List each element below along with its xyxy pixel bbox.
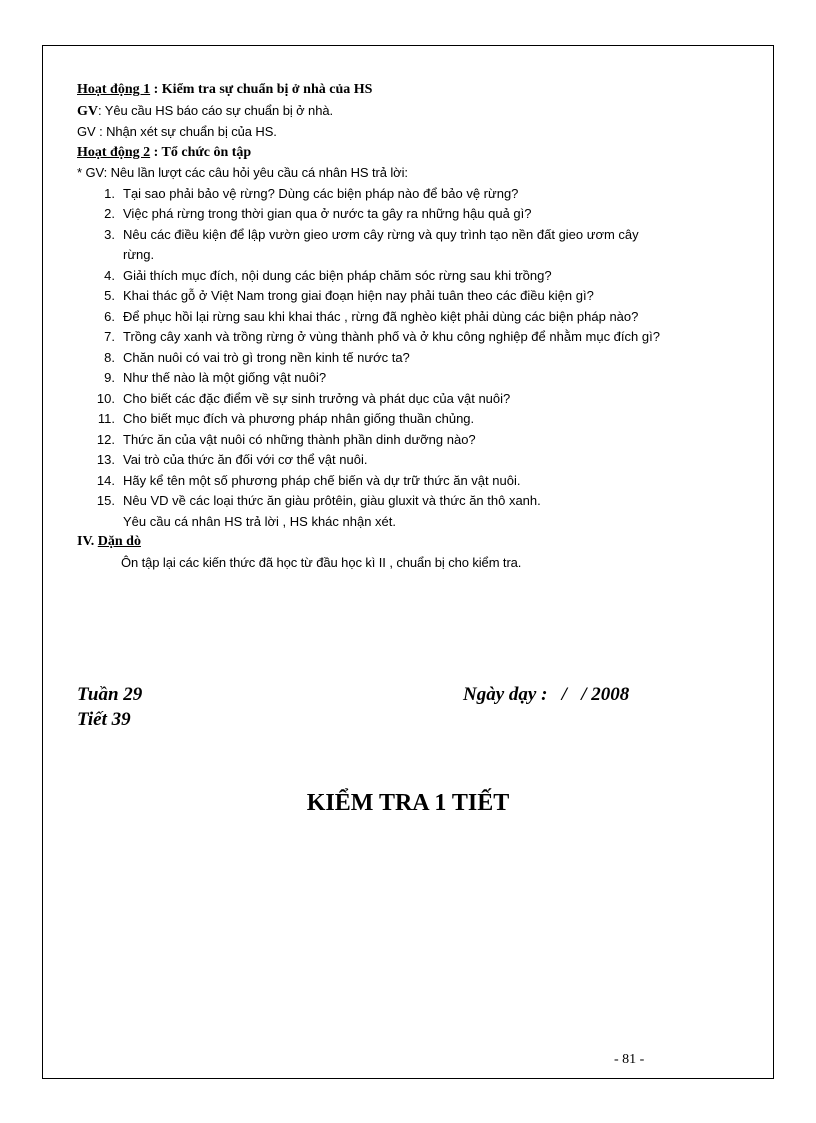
activity1-gv1	[77, 101, 767, 123]
activity2-title: : Tổ chức ôn tập	[153, 144, 252, 160]
page-number: - 81 -	[614, 1052, 645, 1067]
gv1-text: : Yêu cầu HS báo cáo sự chuẩn bị ở nhà.	[98, 102, 333, 118]
list-item: 5. Khai thác gỗ ở Việt Nam trong giai đoạn hiện nay phải tuân theo các điều kiện gì?	[104, 288, 594, 303]
list-item: 14. Hãy kể tên một số phương pháp chế biến và dự trữ thức ăn vật nuôi.	[96, 472, 521, 488]
section4-label: Dặn dò	[97, 534, 141, 549]
list-item: 9. Như thế nào là một giống vật nuôi?	[104, 370, 327, 385]
question-list	[77, 184, 767, 533]
list-item: 2. Việc phá rừng trong thời gian qua ở nước ta gây ra những hậu quả gì?	[104, 206, 532, 221]
list-item: 6. Để phục hồi lại rừng sau khi khai thác , rừng đã nghèo kiệt phải dùng các biện pháp nào?	[104, 308, 639, 324]
list-item: 12. Thức ăn của vật nuôi có những thành phần dinh dưỡng nào?	[96, 431, 476, 447]
lesson-content	[77, 80, 767, 573]
lesson-header	[77, 682, 637, 732]
activity1-heading	[77, 80, 767, 101]
teaching-date: Ngày dạy : / / 2008	[463, 684, 630, 705]
week-label: Tuần 29	[77, 684, 143, 705]
page-title: KIỂM TRA 1 TIẾT	[306, 790, 510, 816]
activity2-label: Hoạt động 2	[77, 144, 151, 160]
list-item: 15. Nêu VD về các loại thức ăn giàu prôtêin, giàu gluxit và thức ăn thô xanh. Yêu cầu cá nhân HS trả lời , HS khác nhận xét.	[96, 493, 541, 529]
list-item: 13. Vai trò của thức ăn đối với cơ thể vật nuôi.	[96, 452, 368, 467]
activity1-gv2: GV : Nhận xét sự chuẩn bị của HS.	[77, 124, 277, 139]
gv1-prefix: GV	[77, 103, 98, 119]
list-item: 4. Giải thích mục đích, nội dung các biện pháp chăm sóc rừng sau khi trồng?	[104, 267, 552, 283]
list-item: 11. Cho biết mục đích và phương pháp nhân giống thuần chủng.	[97, 411, 475, 426]
section4-heading	[77, 532, 767, 553]
activity1-label: Hoạt động 1	[77, 82, 151, 97]
activity2-intro: * GV: Nêu lần lượt các câu hỏi yêu cầu cá nhân HS trả lời:	[77, 165, 408, 180]
section4-roman: IV.	[77, 534, 95, 549]
list-item: 3. Nêu các điều kiện để lập vườn gieo ươm cây rừng và quy trình tạo nền đất gieo ươm cây rừng.	[104, 226, 639, 262]
section4-text: Ôn tập lại các kiến thức đã học từ đầu học kì II , chuẩn bị cho kiểm tra.	[121, 554, 522, 570]
list-item: 7. Trồng cây xanh và trồng rừng ở vùng thành phố và ở khu công nghiệp để nhằm mục đích gì?	[104, 329, 660, 344]
activity2-heading	[77, 143, 767, 164]
list-item: 1. Tại sao phải bảo vệ rừng? Dùng các biện pháp nào để bảo vệ rừng?	[104, 185, 519, 201]
lesson-label: Tiết 39	[77, 709, 131, 730]
list-item: 8. Chăn nuôi có vai trò gì trong nền kinh tế nước ta?	[104, 349, 410, 365]
list-item: 10. Cho biết các đặc điểm về sự sinh trưởng và phát dục của vật nuôi?	[96, 390, 511, 406]
activity1-title: : Kiểm tra sự chuẩn bị ở nhà của HS	[153, 82, 373, 97]
